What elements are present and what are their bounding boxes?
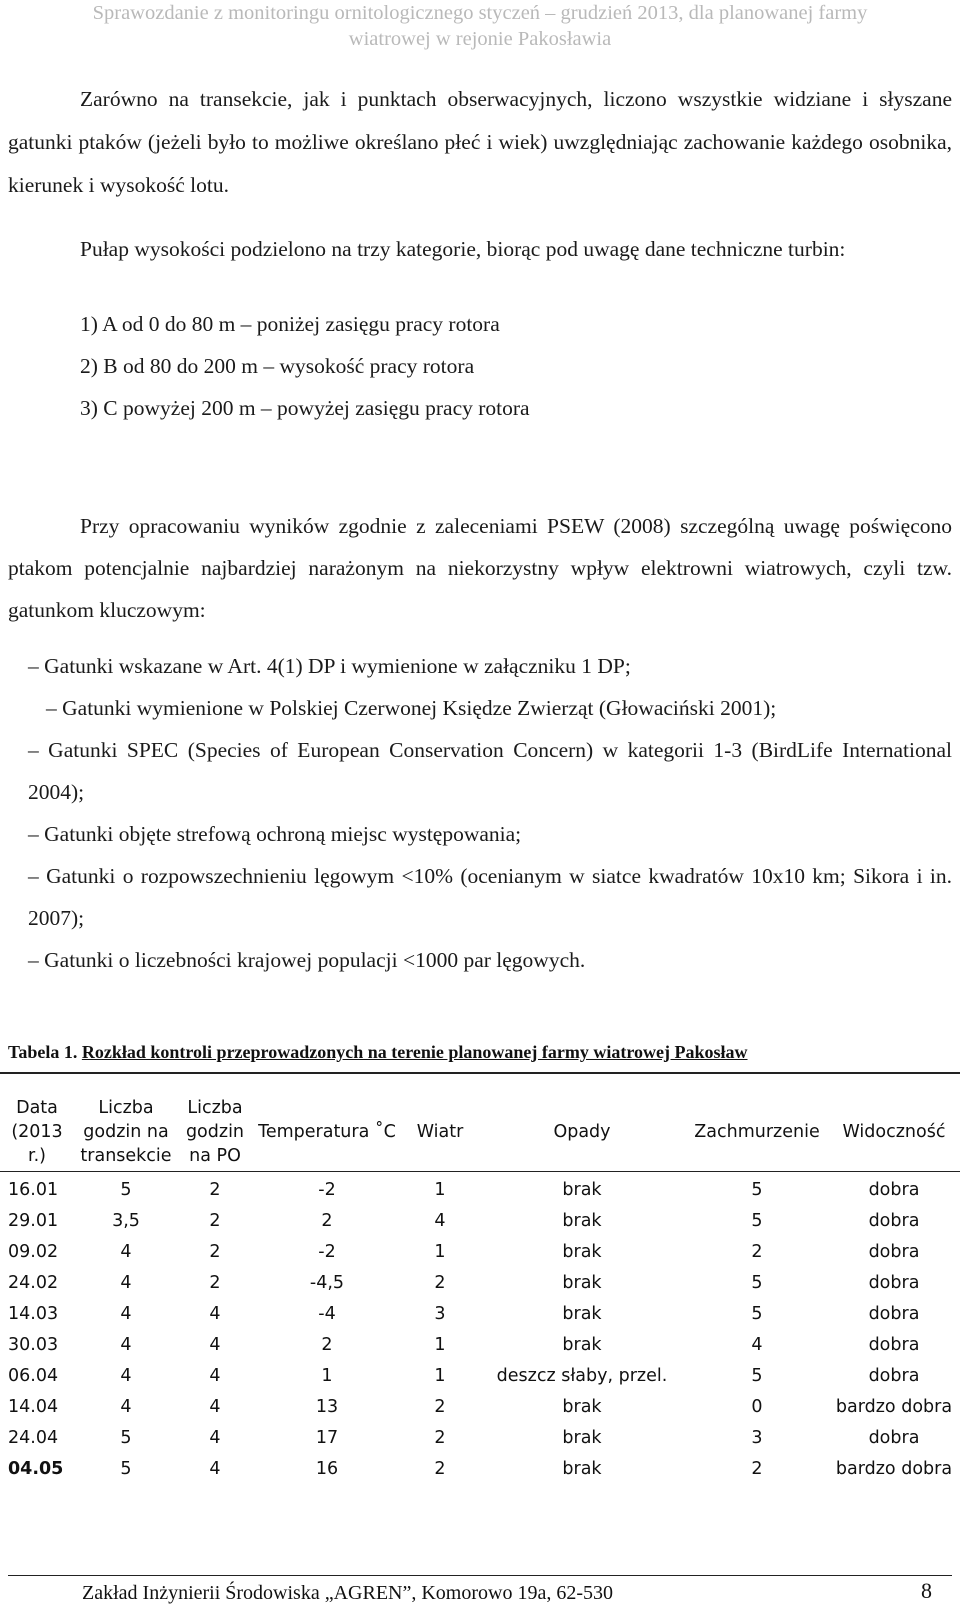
- table-cell: 1: [434, 1179, 446, 1200]
- list-item: – Gatunki wskazane w Art. 4(1) DP i wymienione w załączniku 1 DP;: [28, 654, 631, 678]
- paragraph-counting-method: [8, 78, 952, 207]
- column-header: Liczba godzin na PO: [185, 1098, 245, 1166]
- paragraph-altitude-text: Pułap wysokości podzielono na trzy kategorie, biorąc pod uwagę dane techniczne turbin:: [80, 237, 846, 261]
- table-cell: 5: [120, 1458, 132, 1479]
- table-cell: 4: [120, 1396, 132, 1417]
- table-row: [0, 1453, 960, 1484]
- footer-rule: [8, 1575, 952, 1576]
- table-cell: 29.01: [8, 1210, 59, 1231]
- table-cell: brak: [562, 1179, 602, 1200]
- column-header: Opady: [553, 1122, 611, 1142]
- table-cell: 14.03: [8, 1303, 59, 1324]
- table-cell: 2: [434, 1272, 446, 1293]
- table-header-row: [0, 1090, 960, 1174]
- paragraph-counting-method-text: Zarówno na transekcie, jak i punktach obserwacyjnych, liczono wszystkie widziane i słyszane gatunki ptaków (jeżeli było to możliwe określano płeć i wiek) uwzględniając zachowanie każdego osobnika, kierunek i wysokość lotu.: [8, 87, 952, 197]
- header-line-1: Sprawozdanie z monitoringu ornitologicznego styczeń – grudzień 2013, dla planowanej farmy: [92, 2, 868, 24]
- paragraph-altitude-categories: [8, 228, 952, 270]
- table-cell: 3: [434, 1303, 446, 1324]
- table-cell: dobra: [868, 1210, 920, 1231]
- table-cell: -2: [318, 1241, 336, 1262]
- table-cell: 4: [434, 1210, 446, 1231]
- paragraph-key-species: [8, 505, 952, 631]
- list-item: – Gatunki SPEC (Species of European Conservation Concern) w kategorii 1-3 (BirdLife International 2004);: [28, 738, 952, 804]
- table-cell: brak: [562, 1396, 602, 1417]
- table-cell: 5: [751, 1303, 763, 1324]
- column-header: Temperatura ˚C: [258, 1122, 396, 1142]
- table-cell: 4: [209, 1427, 221, 1448]
- table-cell: deszcz słaby, przel.: [496, 1365, 668, 1386]
- table-row: [0, 1391, 960, 1422]
- table-cell: brak: [562, 1272, 602, 1293]
- table-cell: 2: [751, 1241, 763, 1262]
- column-header: Widoczność: [842, 1122, 946, 1142]
- table-caption-label: Tabela 1.: [8, 1042, 78, 1062]
- table-body: [0, 1174, 960, 1484]
- table-cell: 2: [321, 1210, 333, 1231]
- table-cell: -2: [318, 1179, 336, 1200]
- table-cell: 4: [120, 1303, 132, 1324]
- table-cell: 16: [315, 1458, 339, 1479]
- table-cell: brak: [562, 1427, 602, 1448]
- table-cell: -4: [318, 1303, 336, 1324]
- table-cell: dobra: [868, 1427, 920, 1448]
- table-cell: 5: [120, 1427, 132, 1448]
- table-cell: 2: [209, 1241, 221, 1262]
- table-cell: bardzo dobra: [835, 1396, 953, 1417]
- table-cell: dobra: [868, 1241, 920, 1262]
- inspection-schedule-table: [0, 1090, 960, 1484]
- table-cell: brak: [562, 1458, 602, 1479]
- header-line-2: wiatrowej w rejonie Pakosławia: [348, 28, 612, 50]
- table-cell: bardzo dobra: [835, 1458, 953, 1479]
- table-cell: 2: [209, 1210, 221, 1231]
- table-cell: 30.03: [8, 1334, 59, 1355]
- table-cell: 2: [209, 1272, 221, 1293]
- table-cell: dobra: [868, 1179, 920, 1200]
- table-row: [0, 1174, 960, 1205]
- table-cell: 3: [751, 1427, 763, 1448]
- table-cell: 1: [321, 1365, 333, 1386]
- table-header-rule: [0, 1171, 960, 1172]
- table-cell: brak: [562, 1303, 602, 1324]
- column-header: Zachmurzenie: [694, 1122, 820, 1142]
- table-cell: 2: [434, 1396, 446, 1417]
- table-cell: 24.02: [8, 1272, 59, 1293]
- table-row: [0, 1298, 960, 1329]
- table-cell: dobra: [868, 1334, 920, 1355]
- table-cell: 2: [434, 1427, 446, 1448]
- table-cell: 2: [209, 1179, 221, 1200]
- table-cell: 14.04: [8, 1396, 59, 1417]
- paragraph-key-species-text: Przy opracowaniu wyników zgodnie z zaleceniami PSEW (2008) szczególną uwagę poświęcono ptakom potencjalnie najbardziej narażonym na niekorzystny wpływ elektrowni wiatrowych, czyli tzw. gatunkom kluczowym:: [8, 514, 952, 622]
- list-item: – Gatunki o rozpowszechnieniu lęgowym <10% (ocenianym w siatce kwadratów 10x10 km; Sikora i in. 2007);: [28, 864, 952, 930]
- table-row: [0, 1329, 960, 1360]
- table-row: [0, 1360, 960, 1391]
- table-cell: 4: [209, 1303, 221, 1324]
- category-b: 2) B od 80 do 200 m – wysokość pracy rotora: [80, 354, 475, 378]
- table-row: [0, 1205, 960, 1236]
- table-cell: 2: [434, 1458, 446, 1479]
- table-cell: 04.05: [8, 1458, 64, 1479]
- table-cell: 13: [315, 1396, 339, 1417]
- table-cell: dobra: [868, 1272, 920, 1293]
- table-cell: 5: [751, 1210, 763, 1231]
- table-cell: 09.02: [8, 1241, 59, 1262]
- footer-text: Zakład Inżynierii Środowiska „AGREN”, Komorowo 19a, 62-530: [82, 1582, 613, 1604]
- list-item: – Gatunki objęte strefową ochroną miejsc występowania;: [28, 822, 522, 846]
- table-cell: 4: [120, 1241, 132, 1262]
- table-cell: brak: [562, 1210, 602, 1231]
- table-row: [0, 1422, 960, 1453]
- table-cell: 0: [751, 1396, 763, 1417]
- list-item: – Gatunki wymienione w Polskiej Czerwonej Księdze Zwierząt (Głowaciński 2001);: [46, 696, 777, 720]
- table-cell: 4: [751, 1334, 763, 1355]
- table-caption: [8, 1042, 748, 1063]
- table-cell: 4: [209, 1458, 221, 1479]
- table-top-rule: [0, 1072, 960, 1074]
- table-cell: 3,5: [112, 1210, 140, 1231]
- table-cell: 4: [209, 1334, 221, 1355]
- page-header: [0, 0, 960, 54]
- table-row: [0, 1236, 960, 1267]
- category-a: 1) A od 0 do 80 m – poniżej zasięgu pracy rotora: [80, 312, 500, 336]
- table-row: [0, 1267, 960, 1298]
- table-cell: 06.04: [8, 1365, 59, 1386]
- key-species-list: [8, 645, 952, 981]
- table-cell: 2: [751, 1458, 763, 1479]
- table-cell: 1: [434, 1334, 446, 1355]
- table-cell: 2: [321, 1334, 333, 1355]
- table-cell: 5: [751, 1365, 763, 1386]
- table-caption-text: Rozkład kontroli przeprowadzonych na terenie planowanej farmy wiatrowej Pakosław: [81, 1042, 748, 1062]
- table-cell: 4: [209, 1396, 221, 1417]
- table-cell: 5: [751, 1179, 763, 1200]
- table-cell: 24.04: [8, 1427, 59, 1448]
- table-cell: 16.01: [8, 1179, 59, 1200]
- table-cell: 1: [434, 1365, 446, 1386]
- column-header: Wiatr: [416, 1122, 464, 1142]
- table-cell: 4: [120, 1334, 132, 1355]
- table-cell: 4: [120, 1272, 132, 1293]
- table-cell: -4,5: [309, 1272, 345, 1293]
- table-cell: brak: [562, 1241, 602, 1262]
- table-cell: dobra: [868, 1365, 920, 1386]
- table-cell: brak: [562, 1334, 602, 1355]
- table-cell: 17: [315, 1427, 339, 1448]
- page-number: 8: [921, 1578, 932, 1603]
- table-cell: 1: [434, 1241, 446, 1262]
- table-cell: 5: [751, 1272, 763, 1293]
- column-header: Data (2013 r.): [11, 1098, 63, 1166]
- column-header: Liczba godzin na transekcie: [80, 1098, 172, 1166]
- table-cell: 4: [120, 1365, 132, 1386]
- table-cell: 5: [120, 1179, 132, 1200]
- table-cell: dobra: [868, 1303, 920, 1324]
- category-c: 3) C powyżej 200 m – powyżej zasięgu pracy rotora: [80, 396, 530, 420]
- list-item: – Gatunki o liczebności krajowej populacji <1000 par lęgowych.: [28, 948, 586, 972]
- table-cell: 4: [209, 1365, 221, 1386]
